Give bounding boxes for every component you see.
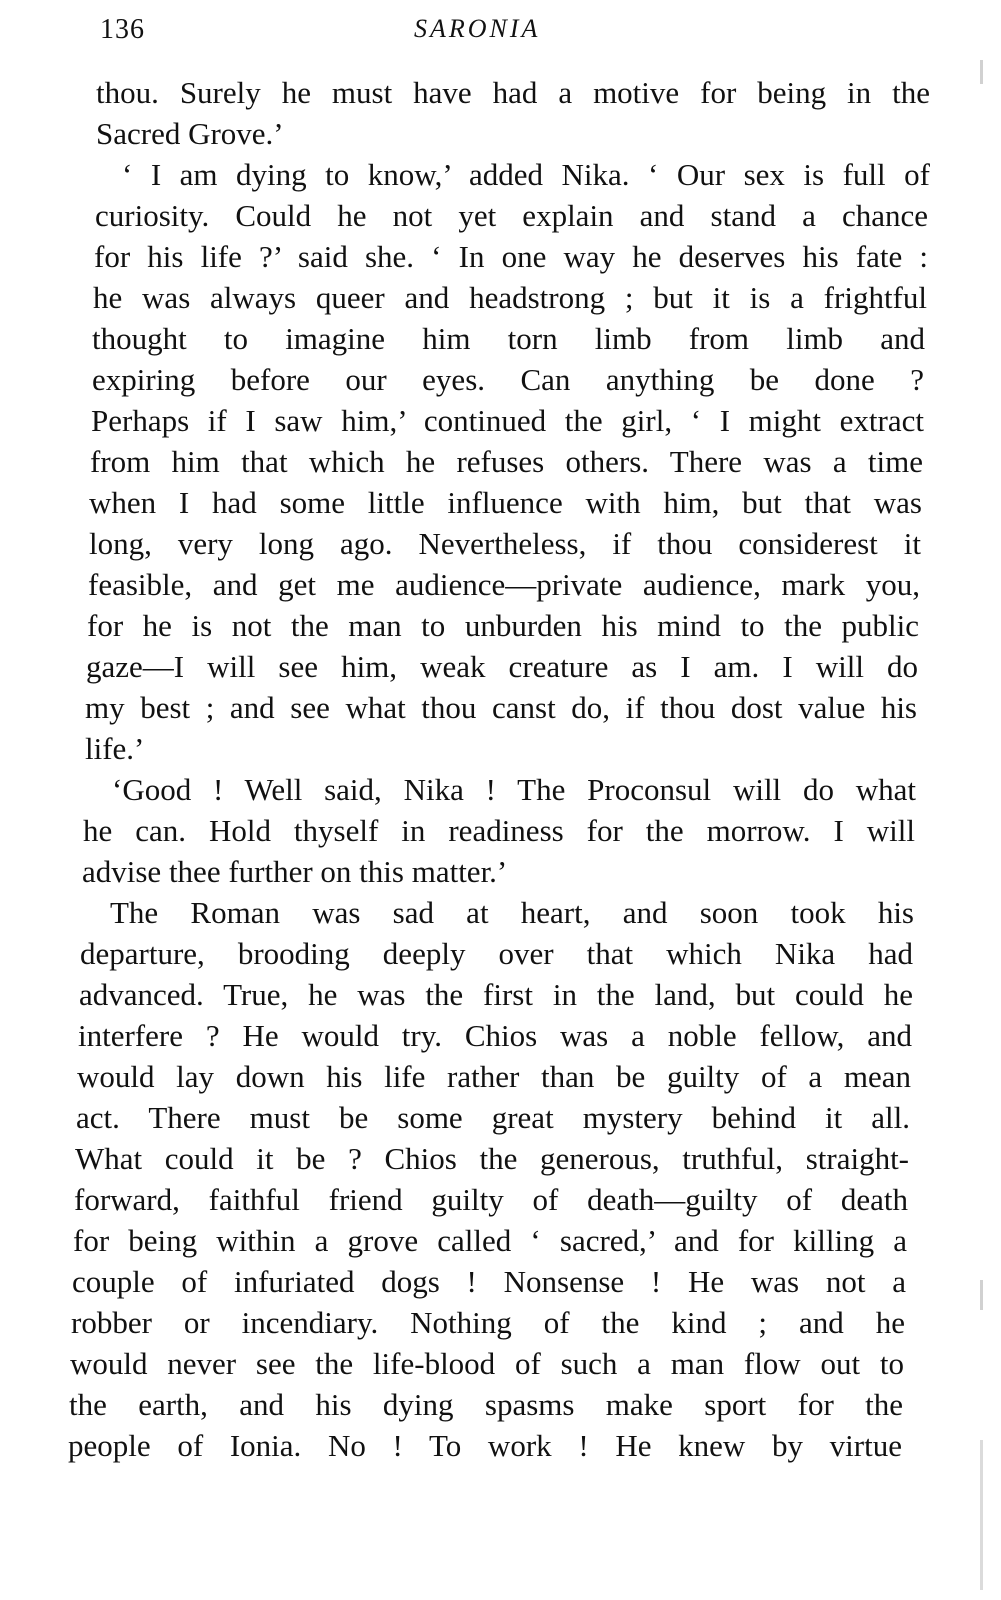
page-edge-mark: [980, 1280, 983, 1310]
text-line: for being within a grove called ‘ sacred,’ and for killing a: [73, 1223, 907, 1258]
text-line: What could it be ? Chios the generous, truthful, straight-: [75, 1141, 909, 1176]
text-line: expiring before our eyes. Can anything be done ?: [92, 362, 924, 397]
text-line: Sacred Grove.’: [96, 116, 284, 151]
text-line: curiosity. Could he not yet explain and stand a chance: [95, 198, 928, 233]
text-line: advise thee further on this matter.’: [82, 854, 508, 889]
text-line: interfere ? He would try. Chios was a noble fellow, and: [78, 1018, 912, 1053]
text-line: would never see the life-blood of such a man flow out to: [70, 1346, 904, 1381]
text-line: gaze—I will see him, weak creature as I am. I will do: [86, 649, 918, 684]
text-line: for his life ?’ said she. ‘ In one way he deserves his fate :: [94, 239, 928, 274]
page-edge-mark: [980, 60, 983, 84]
text-line: long, very long ago. Nevertheless, if thou considerest it: [89, 526, 921, 561]
text-line: thou. Surely he must have had a motive for being in the: [96, 75, 930, 110]
text-line: for he is not the man to unburden his mind to the public: [87, 608, 919, 643]
text-line: advanced. True, he was the first in the land, but could he: [79, 977, 913, 1012]
text-line: life.’: [85, 731, 145, 766]
text-line: departure, brooding deeply over that which Nika had: [80, 936, 913, 971]
text-line: would lay down his life rather than be guilty of a mean: [77, 1059, 911, 1094]
page-number: 136: [100, 14, 145, 45]
text-line: The Roman was sad at heart, and soon took his: [110, 895, 914, 930]
text-line: couple of infuriated dogs ! Nonsense ! He was not a: [72, 1264, 906, 1299]
page-edge-mark: [980, 1440, 983, 1590]
text-line: ‘Good ! Well said, Nika ! The Proconsul will do what: [112, 772, 916, 807]
page-header: [96, 14, 916, 54]
text-line: the earth, and his dying spasms make sport for the: [69, 1387, 903, 1422]
text-line: act. There must be some great mystery behind it all.: [76, 1100, 910, 1135]
text-line: feasible, and get me audience—private audience, mark you,: [88, 567, 920, 602]
text-line: people of Ionia. No ! To work ! He knew by virtue: [68, 1428, 902, 1463]
text-line: he was always queer and headstrong ; but it is a frightful: [93, 280, 927, 315]
text-line: Perhaps if I saw him,’ continued the girl, ‘ I might extract: [91, 403, 924, 438]
text-line: thought to imagine him torn limb from limb and: [92, 321, 925, 356]
running-title: SARONIA: [414, 14, 541, 43]
text-line: robber or incendiary. Nothing of the kind ; and he: [71, 1305, 905, 1340]
text-line: ‘ I am dying to know,’ added Nika. ‘ Our sex is full of: [122, 157, 930, 192]
text-line: from him that which he refuses others. There was a time: [90, 444, 923, 479]
text-line: my best ; and see what thou canst do, if thou dost value his: [85, 690, 917, 725]
text-line: forward, faithful friend guilty of death—guilty of death: [74, 1182, 908, 1217]
text-line: when I had some little influence with him, but that was: [89, 485, 922, 520]
text-line: he can. Hold thyself in readiness for the morrow. I will: [83, 813, 915, 848]
